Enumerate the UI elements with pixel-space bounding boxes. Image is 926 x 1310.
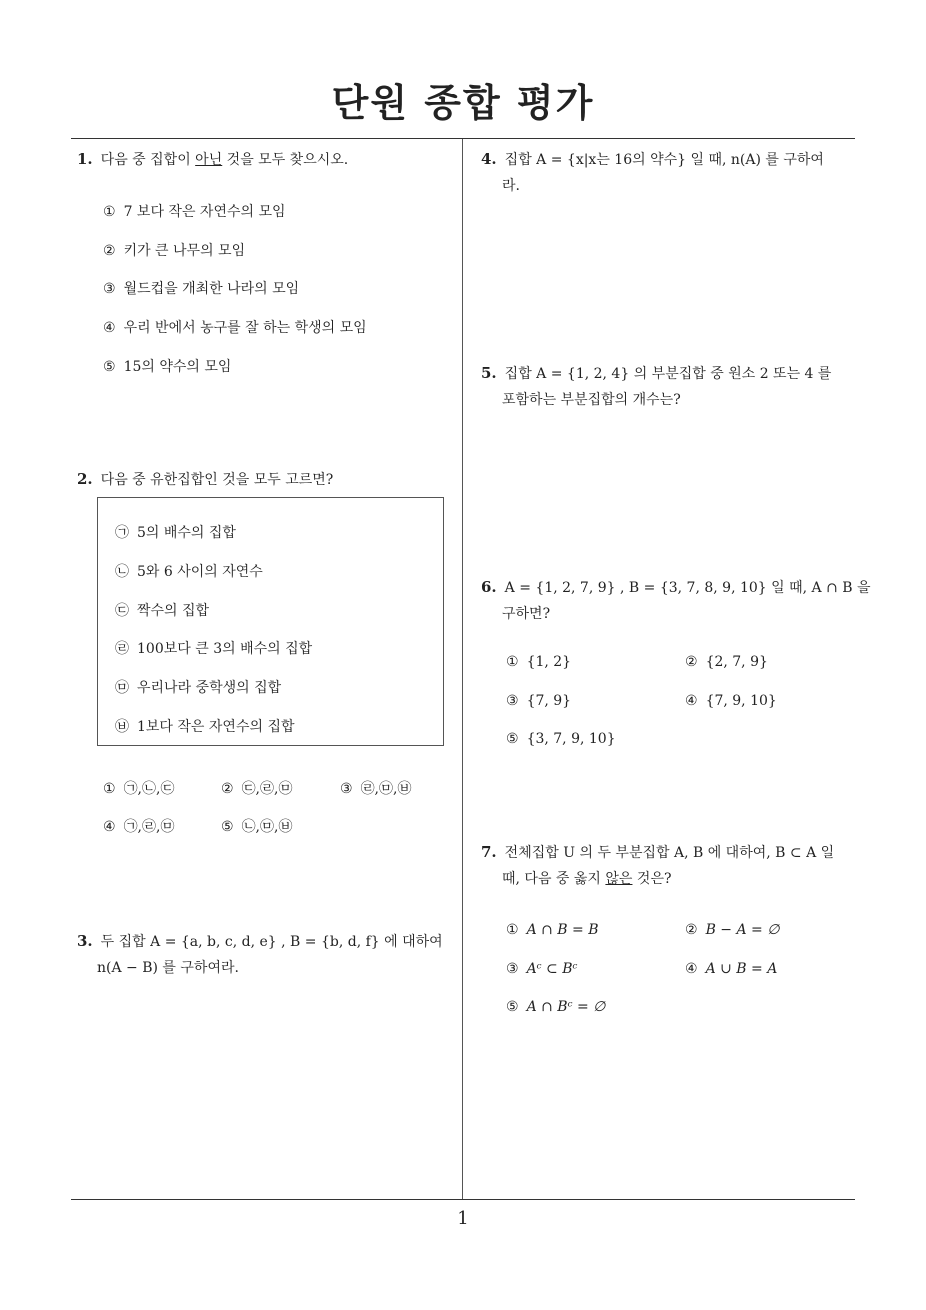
question-number: 1. xyxy=(77,150,93,168)
question-number: 3. xyxy=(77,932,93,950)
question-4 xyxy=(481,146,824,199)
question-text-line1: 집합 A = {x|x는 16의 약수} 일 때, n(A) 를 구하여 xyxy=(504,152,824,168)
choice-4[interactable]: ④ 우리 반에서 농구를 잘 하는 학생의 모임 xyxy=(103,320,367,336)
choice-1[interactable]: ① {1, 2} xyxy=(506,654,572,670)
question-text-line1: 전체집합 U 의 두 부분집합 A, B 에 대하여, B ⊂ A 일 xyxy=(504,845,835,861)
choice-5[interactable]: ⑤ ㉡,㉤,㉥ xyxy=(221,819,293,835)
box-item: ㉠ 5의 배수의 집합 xyxy=(115,525,236,541)
choice-3[interactable]: ③ ㉣,㉤,㉥ xyxy=(340,781,412,797)
condition-box xyxy=(97,497,444,746)
choice-1[interactable]: ① ㉠,㉡,㉢ xyxy=(103,781,175,797)
box-item: ㉢ 짝수의 집합 xyxy=(115,603,210,619)
question-text: 다음 중 유한집합인 것을 모두 고르면? xyxy=(100,472,334,488)
choice-2[interactable]: ② B − A = ∅ xyxy=(685,922,780,938)
question-text-line2: 라. xyxy=(502,178,520,194)
box-item: ㉣ 100보다 큰 3의 배수의 집합 xyxy=(115,641,313,657)
question-number: 7. xyxy=(481,843,497,861)
question-6 xyxy=(481,574,871,627)
question-number: 5. xyxy=(481,364,497,382)
choice-2[interactable]: ② {2, 7, 9} xyxy=(685,654,768,670)
choice-3[interactable]: ③ Aᶜ ⊂ Bᶜ xyxy=(506,961,578,977)
choice-1[interactable]: ① A ∩ B = B xyxy=(506,922,599,938)
question-number: 6. xyxy=(481,578,497,596)
top-rule xyxy=(71,138,855,139)
bottom-rule xyxy=(71,1199,855,1200)
choice-4[interactable]: ④ A ∪ B = A xyxy=(685,961,778,977)
box-item: ㉡ 5와 6 사이의 자연수 xyxy=(115,564,263,580)
page-title: 단원 종합 평가 xyxy=(331,81,595,125)
question-3 xyxy=(77,928,443,981)
choice-2[interactable]: ② 키가 큰 나무의 모임 xyxy=(103,243,246,259)
question-text-line1: A = {1, 2, 7, 9} , B = {3, 7, 8, 9, 10} 일 때, A ∩ B 을 xyxy=(504,580,871,596)
choice-5[interactable]: ⑤ {3, 7, 9, 10} xyxy=(506,731,616,747)
question-7 xyxy=(481,839,834,892)
page-number: 1 xyxy=(457,1208,469,1229)
question-text-line2: 때, 다음 중 옳지 않은 것은? xyxy=(502,871,672,887)
choice-3[interactable]: ③ {7, 9} xyxy=(506,693,572,709)
choice-2[interactable]: ② ㉢,㉣,㉤ xyxy=(221,781,293,797)
column-divider xyxy=(462,139,463,1200)
question-text-line2: 포함하는 부분집합의 개수는? xyxy=(502,392,681,408)
question-number: 4. xyxy=(481,150,497,168)
box-item: ㉥ 1보다 작은 자연수의 집합 xyxy=(115,719,295,735)
choice-4[interactable]: ④ {7, 9, 10} xyxy=(685,693,777,709)
box-item: ㉤ 우리나라 중학생의 집합 xyxy=(115,680,282,696)
question-number: 2. xyxy=(77,470,93,488)
question-text-line1: 두 집합 A = {a, b, c, d, e} , B = {b, d, f} 에 대하여 xyxy=(100,934,443,950)
question-2 xyxy=(77,466,333,493)
question-text: 다음 중 집합이 아닌 것을 모두 찾으시오. xyxy=(100,152,349,168)
choice-4[interactable]: ④ ㉠,㉣,㉤ xyxy=(103,819,175,835)
choice-1[interactable]: ① 7 보다 작은 자연수의 모임 xyxy=(103,204,286,220)
question-text-line1: 집합 A = {1, 2, 4} 의 부분집합 중 원소 2 또는 4 를 xyxy=(504,366,832,382)
choice-3[interactable]: ③ 월드컵을 개최한 나라의 모임 xyxy=(103,281,300,297)
question-1 xyxy=(77,146,348,173)
question-text-line2: 구하면? xyxy=(502,606,551,622)
question-5 xyxy=(481,360,831,413)
question-text-line2: n(A − B) 를 구하여라. xyxy=(97,960,239,976)
choice-5[interactable]: ⑤ 15의 약수의 모임 xyxy=(103,359,232,375)
choice-5[interactable]: ⑤ A ∩ Bᶜ = ∅ xyxy=(506,999,606,1015)
